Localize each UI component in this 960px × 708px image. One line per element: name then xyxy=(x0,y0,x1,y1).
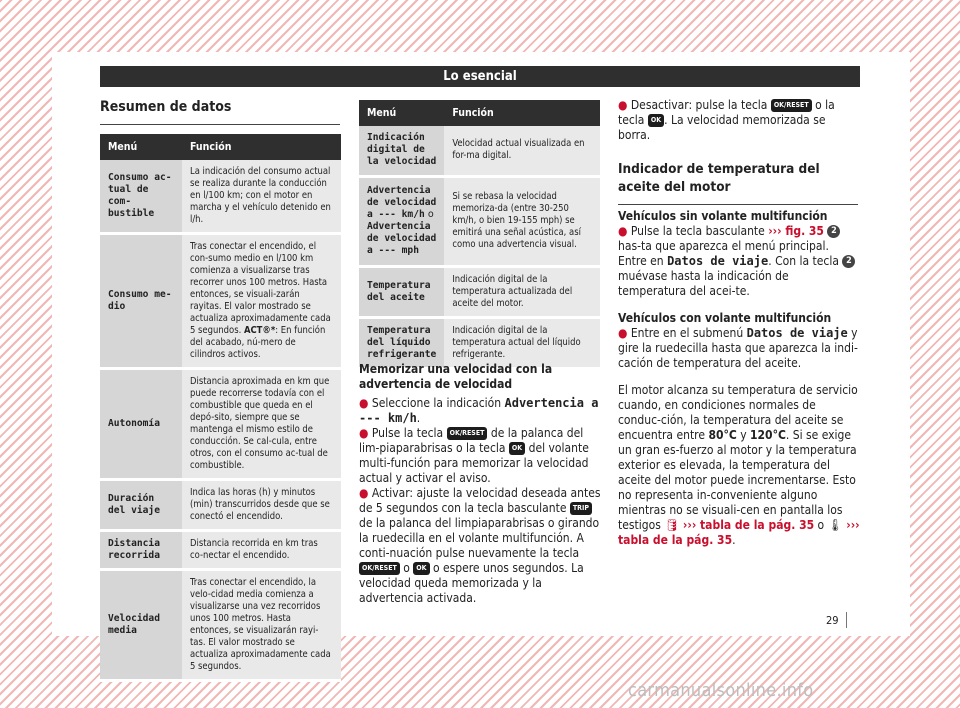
subheading-mf: Vehículos con volante multifunción xyxy=(618,311,832,325)
page-number: 29 xyxy=(826,614,839,627)
function-cell: La indicación del consumo actual se realiza durante la conducción en l/100 km; con el motor en marcha y el vehículo detenido en l/h. xyxy=(182,160,341,234)
ok-key-icon: OK xyxy=(509,442,525,455)
bullet-activate: ● Activar: ajuste la velocidad deseada antes de 5 segundos con la tecla basculante TRIP de la palanca del limpiaparabrisas o girando la ruedecilla en el volante multifunción. A conti-nuación pulse nuevamente la tecla OK/RESET o OK o espere unos segundos. La velocidad queda memorizada y la advertencia activada. xyxy=(359,486,601,605)
okreset-key-icon: OK/RESET xyxy=(359,562,400,575)
section-rule xyxy=(100,124,340,125)
okreset-key-icon: OK/RESET xyxy=(447,427,488,440)
watermark: carmanualsonline.info xyxy=(628,680,814,701)
menu-text-kmh: Advertencia de velocidad a --- km/h xyxy=(367,185,437,220)
table-row xyxy=(100,160,341,234)
table-row xyxy=(100,234,341,369)
table-row xyxy=(100,480,341,531)
menu-cell: Temperatura del aceite xyxy=(359,266,444,317)
page-number-rule xyxy=(846,612,847,628)
oil-temp-title: Indicador de temperatura del aceite del motor xyxy=(618,160,858,205)
table-row xyxy=(359,317,600,368)
menu-cell: Consumo ac-tual de com-bustible xyxy=(100,160,182,234)
table-row xyxy=(359,176,600,266)
subheading: Memorizar una velocidad con la advertencia de velocidad xyxy=(359,362,553,391)
ok-key-icon: OK xyxy=(413,562,429,575)
chapter-header: Lo esencial xyxy=(100,66,860,87)
paragraph-oil: El motor alcanza su temperatura de servicio cuando, en condiciones normales de conduc-ción, la temperatura del aceite se encuentra entre 80°C y 120°C. Si se exige un gran es-fuerzo al motor y la temperatura exterior es elevada, la temperatura del aceite del motor puede incrementarse. Esto no representa in-conveniente alguno mientras no se visuali-cen en pantalla los testigos 🛢 ››› tabla de la pág. 35 o 🌡 ››› tabla de la pág. 35. xyxy=(618,383,860,547)
right-column-top xyxy=(618,98,860,143)
col-function: Función xyxy=(444,100,600,126)
menu-cell: Temperatura del líquido refrigerante xyxy=(359,317,444,368)
callout-2-icon: 2 xyxy=(842,255,855,268)
col-menu: Menú xyxy=(100,134,182,160)
middle-column xyxy=(359,362,601,606)
bullet-submenu: ● Entre en el submenú Datos de viaje y gire la ruedecilla hasta que aparezca la indi-cación de temperatura del aceite. xyxy=(618,326,858,370)
function-text: Tras conectar el encendido, el con-sumo medio en l/100 km comienza a visualizarse tras recorrer unos 100 metros. Hasta entonces, se visuali-zarán rayitas. El valor mostrado se actualiza aproximadamente cada 5 segundos. xyxy=(190,241,331,336)
table-row xyxy=(100,531,341,570)
function-cell: Si se rebasa la velocidad memoriza-da (entre 30-250 km/h, o bien 19-155 mph) se emitirá una señal acústica, así como una advertencia visual. xyxy=(444,176,600,266)
menu-cell: Indicación digital de la velocidad xyxy=(359,126,444,176)
fig-link[interactable]: ››› fig. 35 xyxy=(768,224,824,238)
menu-cell: Autonomía xyxy=(100,369,182,480)
table-row xyxy=(100,369,341,480)
bullet-rocker: ● Pulse la tecla basculante ››› fig. 35 2 has-ta que aparezca el menú principal. Entre en Datos de viaje. Con la tecla 2 muévase hasta la indicación de temperatura del acei-te. xyxy=(618,224,860,299)
function-cell xyxy=(182,234,341,369)
data-table-1 xyxy=(100,134,341,682)
menu-cell: Velocidad media xyxy=(100,570,182,681)
bullet-select: ● Seleccione la indicación Advertencia a --- km/h. xyxy=(359,396,599,425)
table-row xyxy=(100,570,341,681)
menu-text-mph: Advertencia de velocidad a --- mph xyxy=(367,221,437,256)
callout-2-icon: 2 xyxy=(827,225,840,238)
subheading-no-mf: Vehículos sin volante multifunción xyxy=(618,209,828,223)
menu-cell: Distancia recorrida xyxy=(100,531,182,570)
table-row xyxy=(359,126,600,176)
table-link[interactable]: ››› tabla de la pág. 35 xyxy=(682,518,815,532)
table-row xyxy=(359,266,600,317)
table-link[interactable]: ››› tabla de la pág. 35 xyxy=(618,518,860,547)
data-table-2 xyxy=(359,100,600,370)
col-menu: Menú xyxy=(359,100,444,126)
okreset-key-icon: OK/RESET xyxy=(771,99,812,112)
function-cell: Distancia recorrida en km tras co-nectar el encendido. xyxy=(182,531,341,570)
function-cell: Velocidad actual visualizada en for-ma digital. xyxy=(444,126,600,176)
trip-key-icon: TRIP xyxy=(570,502,592,515)
act-label: ACT®* xyxy=(243,325,276,336)
function-cell: Indicación digital de la temperatura actualizada del aceite del motor. xyxy=(444,266,600,317)
ok-key-icon: OK xyxy=(648,114,664,127)
function-cell: Indica las horas (h) y minutos (min) transcurridos desde que se conectó el encendido. xyxy=(182,480,341,531)
right-column xyxy=(618,209,860,548)
bullet-deactivate: ● Desactivar: pulse la tecla OK/RESET o la tecla OK . La velocidad memorizada se borra. xyxy=(618,98,835,142)
menu-cell: Consumo me-dio xyxy=(100,234,182,369)
function-cell: Tras conectar el encendido, la velo-cidad media comienza a visualizarse una vez recorridos unos 100 metros. Hasta entonces, se visualizarán rayi-tas. El valor mostrado se actualiza aproximadamente cada 5 segundos. xyxy=(182,570,341,681)
function-cell: Distancia aproximada en km que puede recorrerse todavía con el combustible que queda en el depó-sito, siempre que se mantenga el mismo estilo de conducción. Se cal-cula, entre otros, con el consumo ac-tual de combustible. xyxy=(182,369,341,480)
menu-or: o xyxy=(424,209,434,220)
temperature-icon: 🌡 xyxy=(827,518,843,532)
menu-cell xyxy=(359,176,444,266)
menu-cell: Duración del viaje xyxy=(100,480,182,531)
col-function: Función xyxy=(182,134,341,160)
oil-warning-icon: 🛢 xyxy=(664,518,680,532)
function-cell: Indicación digital de la temperatura actual del líquido refrigerante. xyxy=(444,317,600,368)
section-title: Resumen de datos xyxy=(100,99,232,115)
bullet-press: ● Pulse la tecla OK/RESET de la palanca del lim-piaparabrisas o la tecla OK del volante multi-función para memorizar la velocidad actual y activar el aviso. xyxy=(359,426,589,485)
act-text: : En función del acabado, nú-mero de cilindros activos. xyxy=(190,325,326,360)
